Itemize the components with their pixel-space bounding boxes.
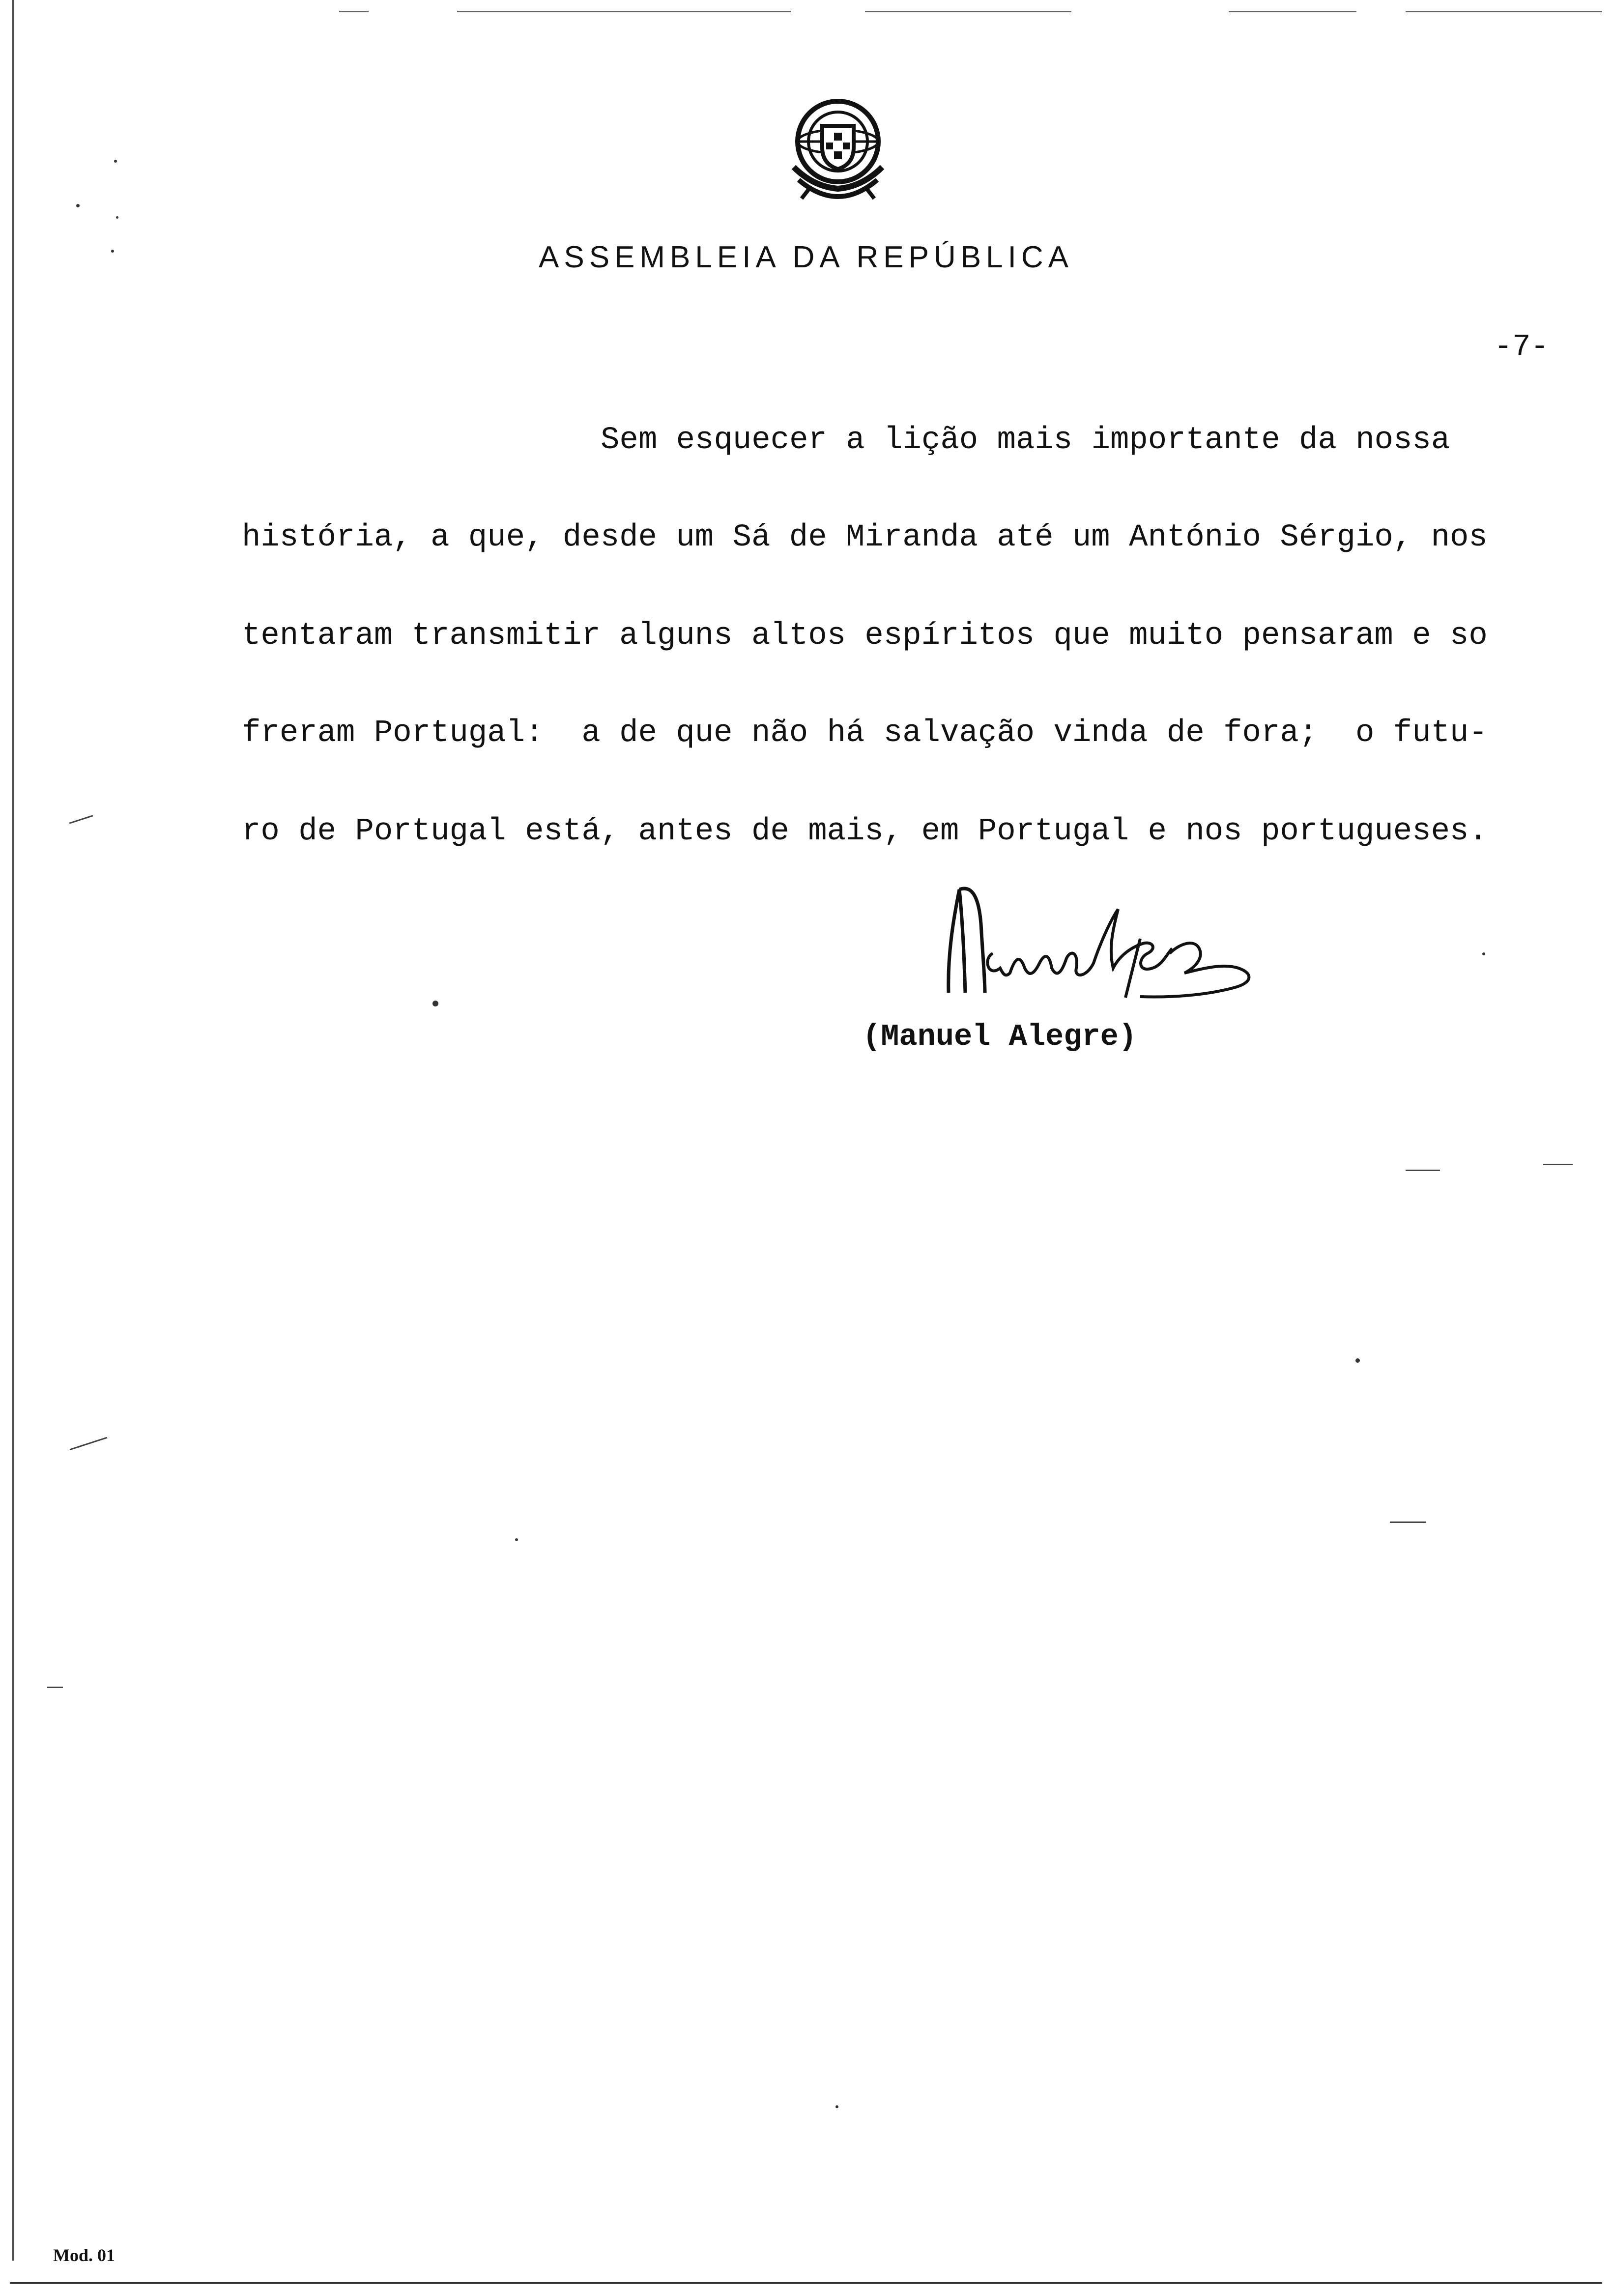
top-dash-mark	[865, 11, 1071, 12]
scan-speck	[76, 204, 80, 207]
bottom-edge-rule	[10, 2282, 1602, 2284]
scan-mark	[1543, 1164, 1573, 1165]
scan-speck	[835, 2105, 838, 2108]
scan-mark	[1406, 1170, 1440, 1171]
scan-speck	[116, 216, 118, 219]
top-dash-mark	[339, 11, 369, 12]
scan-speck	[515, 1538, 518, 1541]
scan-speck	[432, 1001, 438, 1006]
body-line: tentaram transmitir alguns altos espíritos que muito pensaram e so	[242, 618, 1488, 654]
form-code: Mod. 01	[53, 2245, 115, 2265]
top-dash-mark	[1229, 11, 1356, 12]
body-line: história, a que, desde um Sá de Miranda até um António Sérgio, nos	[242, 520, 1488, 555]
left-edge-rule	[12, 0, 14, 2261]
body-line: freram Portugal: a de que não há salvação vinda de fora; o futu-	[242, 716, 1488, 751]
scan-mark	[47, 1687, 63, 1688]
top-dash-mark	[457, 11, 791, 12]
scan-speck	[114, 160, 117, 163]
top-dash-mark	[1406, 11, 1602, 12]
page-number: -7-	[1494, 329, 1549, 364]
scan-mark	[69, 815, 93, 824]
scan-mark	[69, 1437, 107, 1451]
institution-heading: ASSEMBLEIA DA REPÚBLICA	[538, 240, 1073, 274]
portuguese-coat-of-arms-icon	[779, 93, 897, 206]
body-line: Sem esquecer a lição mais importante da nossa	[601, 423, 1450, 458]
scan-speck	[1355, 1358, 1360, 1363]
handwritten-signature-icon	[934, 880, 1327, 1007]
scan-speck	[111, 250, 114, 253]
body-line: ro de Portugal está, antes de mais, em Portugal e nos portugueses.	[242, 814, 1488, 849]
signer-name: (Manuel Alegre)	[863, 1019, 1137, 1054]
scan-mark	[1390, 1521, 1426, 1523]
scan-speck	[1482, 952, 1485, 955]
